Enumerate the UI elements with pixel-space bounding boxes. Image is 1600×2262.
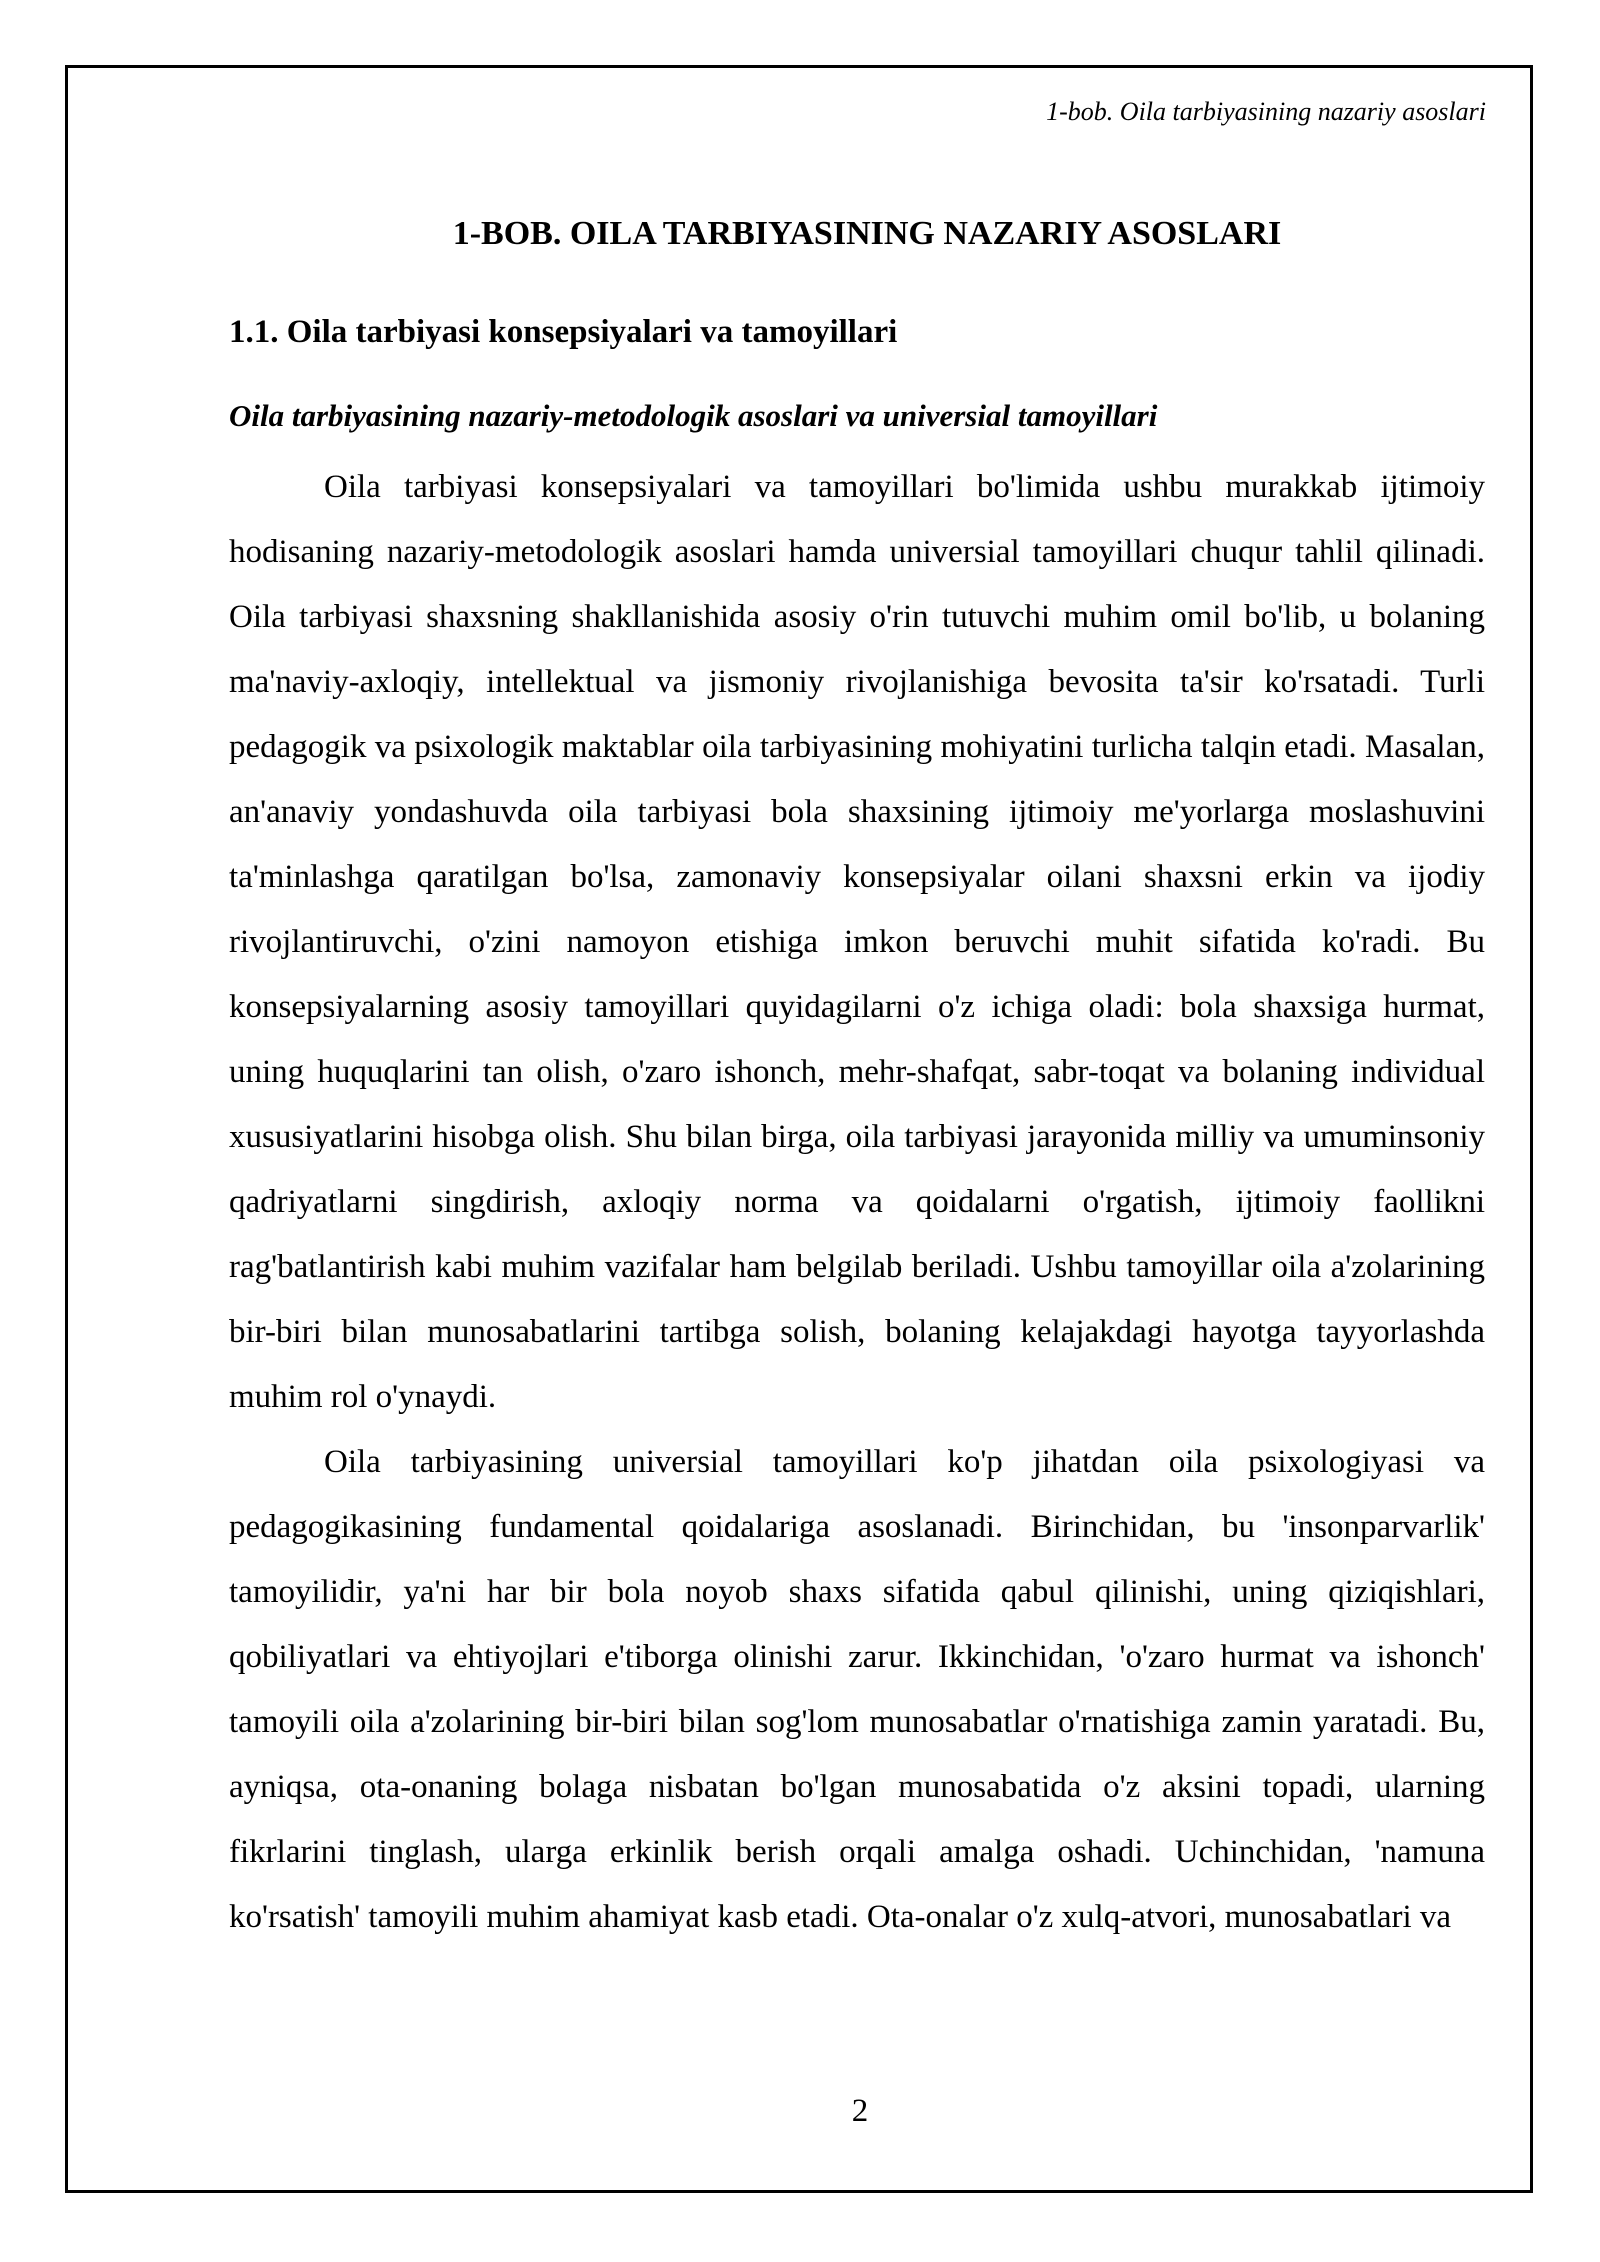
- chapter-title: 1-BOB. OILA TARBIYASINING NAZARIY ASOSLARI: [452, 215, 1282, 252]
- section-subtitle: Oila tarbiyasining nazariy-metodologik asoslari va universial tamoyillari: [229, 398, 1158, 434]
- page-content: [229, 214, 1485, 1950]
- section-title: 1.1. Oila tarbiyasi konsepsiyalari va tamoyillari: [229, 313, 898, 350]
- body-paragraph-2: Oila tarbiyasining universial tamoyillari ko'p jihatdan oila psixologiyasi va pedagogikasining fundamental qoidalariga asoslanadi. Birinchidan, bu 'insonparvarlik' tamoyilidir, ya'ni har bir bola noyob shaxs sifatida qabul qilinishi, uning qiziqishlari, qobiliyatlari va ehtiyojlari e'tiborga olinishi zarur. Ikkinchidan, 'o'zaro hurmat va ishonch' tamoyili oila a'zolarining bir-biri bilan sog'lom munosabatlar o'rnatishiga zamin yaratadi. Bu, ayniqsa, ota-onaning bolaga nisbatan bo'lgan munosabatida o'z aksini topadi, ularning fikrlarini tinglash, ularga erkinlik berish orqali amalga oshadi. Uchinchidan, 'namuna ko'rsatish' tamoyili muhim ahamiyat kasb etadi. Ota-onalar o'z xulq-atvori, munosabatlari va: [229, 1443, 1485, 1935]
- body-paragraph-1: Oila tarbiyasi konsepsiyalari va tamoyillari bo'limida ushbu murakkab ijtimoiy hodisaning nazariy-metodologik asoslari hamda universial tamoyillari chuqur tahlil qilinadi. Oila tarbiyasi shaxsning shakllanishida asosiy o'rin tutuvchi muhim omil bo'lib, u bolaning ma'naviy-axloqiy, intellektual va jismoniy rivojlanishiga bevosita ta'sir ko'rsatadi. Turli pedagogik va psixologik maktablar oila tarbiyasining mohiyatini turlicha talqin etadi. Masalan, an'anaviy yondashuvda oila tarbiyasi bola shaxsining ijtimoiy me'yorlarga moslashuvini ta'minlashga qaratilgan bo'lsa, zamonaviy konsepsiyalar oilani shaxsni erkin va ijodiy rivojlantiruvchi, o'zini namoyon etishiga imkon beruvchi muhit sifatida ko'radi. Bu konsepsiyalarning asosiy tamoyillari quyidagilarni o'z ichiga oladi: bola shaxsiga hurmat, uning huquqlarini tan olish, o'zaro ishonch, mehr-shafqat, sabr-toqat va bolaning individual xususiyatlarini hisobga olish. Shu bilan birga, oila tarbiyasi jarayonida milliy va umuminsoniy qadriyatlarni singdirish, axloqiy norma va qoidalarni o'rgatish, ijtimoiy faollikni rag'batlantirish kabi muhim vazifalar ham belgilab beriladi. Ushbu tamoyillar oila a'zolarining bir-biri bilan munosabatlarini tartibga solish, bolaning kelajakdagi hayotga tayyorlashda muhim rol o'ynaydi.: [229, 468, 1485, 1415]
- running-header: 1-bob. Oila tarbiyasining nazariy asoslari: [1046, 97, 1486, 126]
- page-number: 2: [851, 2093, 869, 2129]
